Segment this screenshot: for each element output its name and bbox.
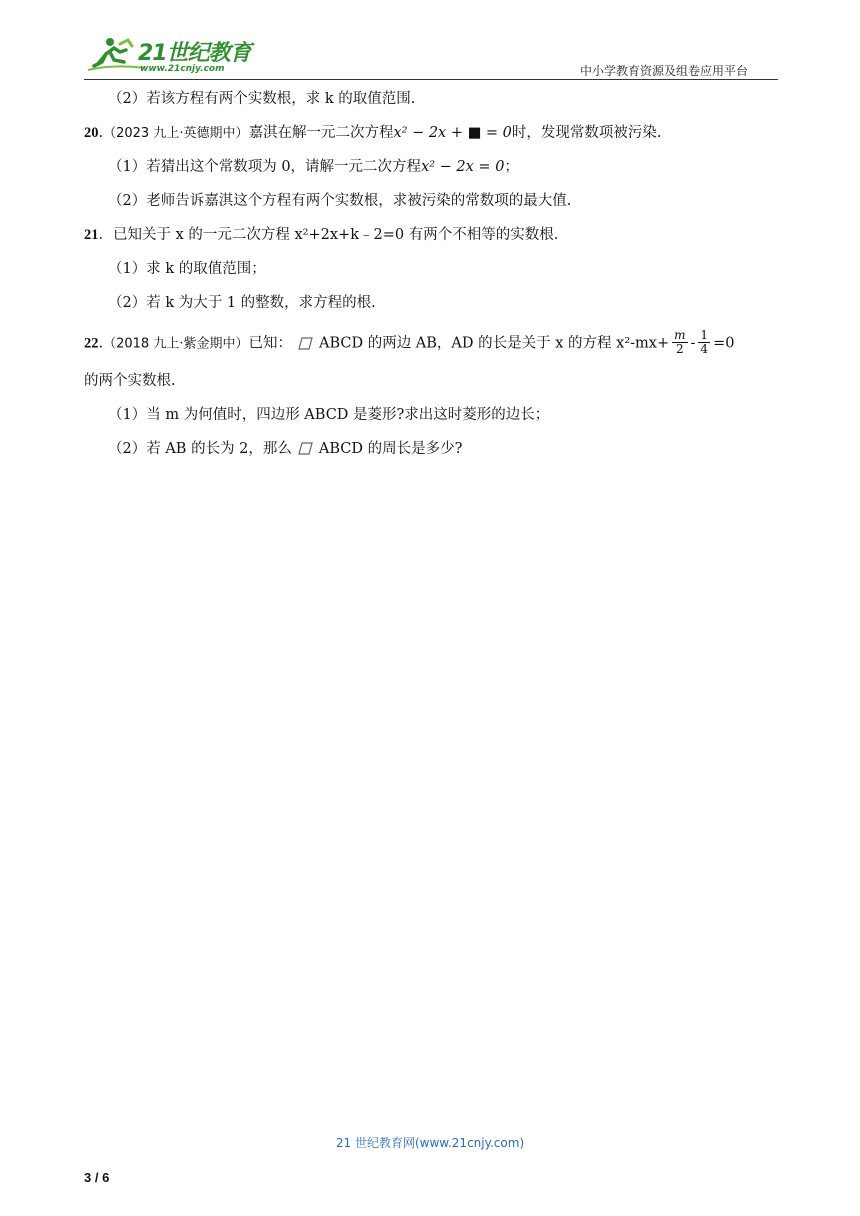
- fraction-numerator: 1: [700, 328, 709, 342]
- q21-text: 已知关于 x 的一元二次方程 x²+2x+k﹣2=0 有两个不相等的实数根.: [113, 227, 559, 243]
- parallelogram-icon: [298, 333, 313, 346]
- fraction-1-over-4: [698, 329, 710, 356]
- q20-part2: （2）老师告诉嘉淇这个方程有两个实数根，求被污染的常数项的最大值.: [108, 193, 572, 209]
- q21-part2: （2）若 k 为大于 1 的整数，求方程的根.: [108, 295, 376, 311]
- q22-line: 22.（2018 九上·紫金期中）已知： ABCD 的两边 AB，AD 的长是关于 x 的方程 x²-mx+ $\frac{m}{2}$ - $\frac{1}{4}$ =0: [84, 328, 735, 356]
- parallelogram-icon: [298, 441, 313, 454]
- q22-source: （2018 九上·紫金期中）: [103, 336, 249, 352]
- q20-text-a: 嘉淇在解一元二次方程: [248, 125, 394, 141]
- fraction-m-over-2: [672, 329, 687, 356]
- q20-part1: [108, 157, 519, 177]
- logo-text: 21世纪教育: [138, 41, 251, 66]
- q22-text-c: =0: [713, 335, 735, 352]
- q21-part1: （1）求 k 的取值范围；: [108, 261, 266, 277]
- q22-part2-text-b: ABCD 的周长是多少?: [318, 441, 463, 457]
- header-rule: [84, 79, 778, 80]
- q22-minus: -: [690, 335, 696, 352]
- q20-source: （2023 九上·英德期中）: [103, 126, 249, 141]
- q20-part1-end: ；: [504, 159, 519, 175]
- fraction-numerator: m: [674, 328, 686, 342]
- q22-number: 22: [84, 335, 99, 352]
- header-platform-text: 中小学教育资源及组卷应用平台: [579, 64, 748, 78]
- q20-text-b: 时，发现常数项被污染.: [511, 125, 662, 141]
- q22-part1: （1）当 m 为何值时，四边形 ABCD 是菱形?求出这时菱形的边长；: [108, 407, 550, 423]
- site-logo: [84, 34, 254, 78]
- q22-part2: [108, 439, 462, 459]
- q19-part2: （2）若该方程有两个实数根，求 k 的取值范围.: [108, 91, 416, 107]
- q22-part2-text-a: （2）若 AB 的长为 2，那么: [108, 441, 292, 457]
- q20-number: 20: [84, 125, 99, 141]
- q22-continuation: 的两个实数根.: [84, 373, 176, 389]
- q21-number: 21: [84, 227, 99, 243]
- logo-url: www.21cnjy.com: [140, 64, 225, 74]
- q22-text-b: ABCD 的两边 AB，AD 的长是关于 x 的方程 x²-mx+: [318, 335, 670, 352]
- q20-line: 20.（2023 九上·英德期中）嘉淇在解一元二次方程x² − 2x + ■ = 0时，发现常数项被污染.: [84, 125, 662, 141]
- q20-equation: x² − 2x + ■ = 0: [393, 125, 512, 141]
- fraction-denominator: 4: [700, 342, 709, 356]
- fraction-denominator: 2: [675, 342, 684, 356]
- q20-part1-equation: x² − 2x = 0: [421, 159, 505, 175]
- footer-site-link[interactable]: 21 世纪教育网(www.21cnjy.com): [335, 1136, 525, 1150]
- q22-text-a: 已知：: [248, 335, 292, 352]
- page-number: 3 / 6: [84, 1170, 110, 1185]
- q20-part1-text: （1）若猜出这个常数项为 0，请解一元二次方程: [108, 159, 422, 175]
- q21-line: 21．已知关于 x 的一元二次方程 x²+2x+k﹣2=0 有两个不相等的实数根.: [84, 227, 559, 243]
